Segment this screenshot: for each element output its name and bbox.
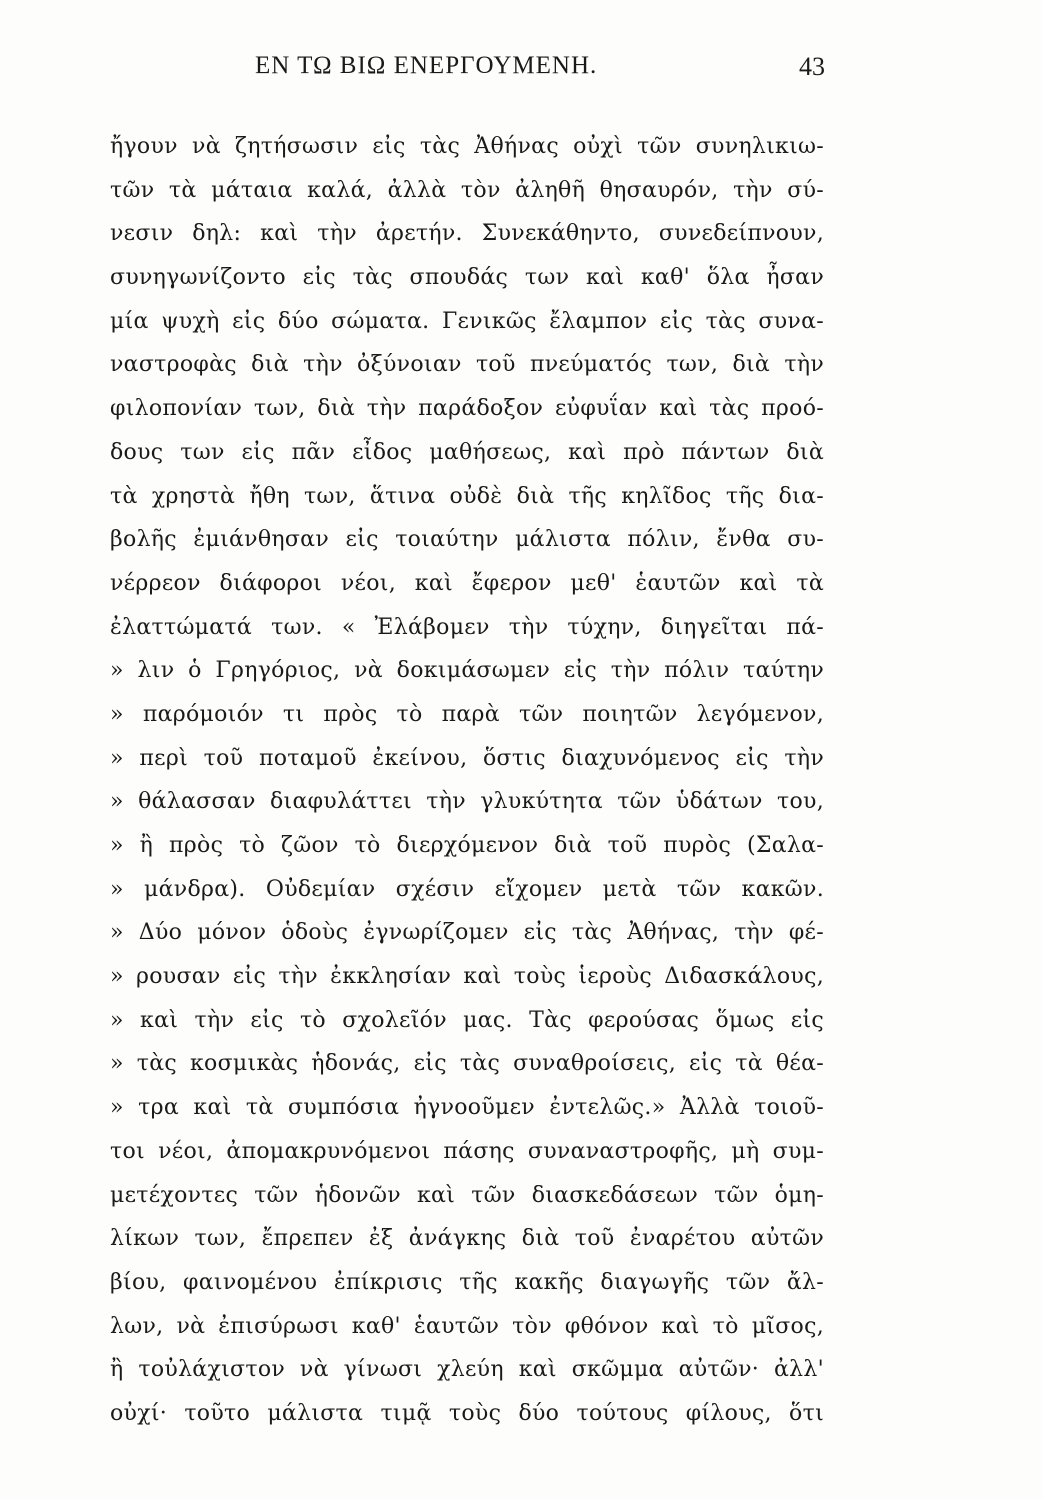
text-line: » θάλασσαν διαφυλάττει τὴν γλυκύτητα τῶν ὑδάτων του, — [110, 789, 824, 815]
text-line: βολῆς ἐμιάνθησαν εἰς τοιαύτην μάλιστα πόλιν, ἔνθα συ- — [110, 527, 824, 553]
text-line: νεσιν δηλ: καὶ τὴν ἀρετήν. Συνεκάθηντο, συνεδείπνουν, — [110, 221, 824, 247]
text-line: συνηγωνίζοντο εἰς τὰς σπουδάς των καὶ καθ' ὅλα ἦσαν — [110, 265, 824, 291]
text-line: » ρουσαν εἰς τὴν ἐκκλησίαν καὶ τοὺς ἱεροὺς Διδασκάλους, — [110, 964, 824, 990]
text-line: ἐλαττώματά των. « Ἐλάβομεν τὴν τύχην, διηγεῖται πά- — [110, 614, 824, 640]
text-line: μετέχοντες τῶν ἡδονῶν καὶ τῶν διασκεδάσεων τῶν ὁμη- — [110, 1182, 824, 1208]
page-number: 43 — [799, 52, 825, 81]
text-line: λων, νὰ ἐπισύρωσι καθ' ἑαυτῶν τὸν φθόνον καὶ τὸ μῖσος, — [110, 1313, 824, 1339]
text-line: τὰ χρηστὰ ἤθη των, ἅτινα οὐδὲ διὰ τῆς κηλῖδος τῆς δια- — [110, 483, 824, 509]
text-line: λίκων των, ἔπρεπεν ἐξ ἀνάγκης διὰ τοῦ ἐναρέτου αὐτῶν — [110, 1226, 824, 1252]
text-line: ἤγουν νὰ ζητήσωσιν εἰς τὰς Ἀθήνας οὐχὶ τῶν συνηλικιω- — [110, 134, 824, 159]
text-line: » ἢ πρὸς τὸ ζῶον τὸ διερχόμενον διὰ τοῦ πυρὸς (Σαλα- — [110, 833, 824, 858]
text-line: » λιν ὁ Γρηγόριος, νὰ δοκιμάσωμεν εἰς τὴν πόλιν ταύτην — [110, 658, 824, 684]
text-line: » περὶ τοῦ ποταμοῦ ἐκείνου, ὅστις διαχυνόμενος εἰς τὴν — [110, 745, 824, 771]
text-line: » τρα καὶ τὰ συμπόσια ἠγνοοῦμεν ἐντελῶς.» Ἀλλὰ τοιοῦ- — [110, 1095, 824, 1121]
running-head — [255, 52, 825, 92]
text-line: μία ψυχὴ εἰς δύο σώματα. Γενικῶς ἔλαμπον εἰς τὰς συνα- — [110, 308, 824, 334]
text-line: οὐχί· τοῦτο μάλιστα τιμᾷ τοὺς δύο τούτους φίλους, ὅτι — [110, 1400, 824, 1426]
text-line: τῶν τὰ μάταια καλά, ἀλλὰ τὸν ἀληθῆ θησαυρόν, τὴν σύ- — [110, 177, 824, 203]
running-title: ΕΝ ΤΩ ΒΙΩ ΕΝΕΡΓΟΥΜΕΝΗ. — [255, 52, 598, 79]
text-line: » παρόμοιόν τι πρὸς τὸ παρὰ τῶν ποιητῶν λεγόμενον, — [110, 701, 824, 727]
text-line: τοι νέοι, ἀπομακρυνόμενοι πάσης συναναστροφῆς, μὴ συμ- — [110, 1138, 824, 1164]
text-line: » Δύο μόνον ὁδοὺς ἐγνωρίζομεν εἰς τὰς Ἀθήνας, τὴν φέ- — [110, 920, 824, 946]
text-line: » τὰς κοσμικὰς ἡδονάς, εἰς τὰς συναθροίσεις, εἰς τὰ θέα- — [110, 1051, 824, 1077]
text-line: βίου, φαινομένου ἐπίκρισις τῆς κακῆς διαγωγῆς τῶν ἄλ- — [110, 1269, 824, 1295]
text-line: ναστροφὰς διὰ τὴν ὀξύνοιαν τοῦ πνεύματός των, διὰ τὴν — [110, 352, 824, 378]
text-line: » καὶ τὴν εἰς τὸ σχολεῖόν μας. Τὰς φερούσας ὅμως εἰς — [110, 1007, 824, 1033]
text-line: δους των εἰς πᾶν εἶδος μαθήσεως, καὶ πρὸ πάντων διὰ — [110, 439, 824, 465]
text-line: » μάνδρα). Οὐδεμίαν σχέσιν εἴχομεν μετὰ τῶν κακῶν. — [110, 876, 824, 902]
text-line: φιλοπονίαν των, διὰ τὴν παράδοξον εὐφυΐαν καὶ τὰς προό- — [110, 396, 824, 422]
text-line: ἢ τοὐλάχιστον νὰ γίνωσι χλεύη καὶ σκῶμμα αὐτῶν· ἀλλ' — [110, 1357, 824, 1383]
body-text — [110, 125, 824, 1436]
text-line: νέρρεον διάφοροι νέοι, καὶ ἔφερον μεθ' ἑαυτῶν καὶ τὰ — [110, 570, 824, 596]
